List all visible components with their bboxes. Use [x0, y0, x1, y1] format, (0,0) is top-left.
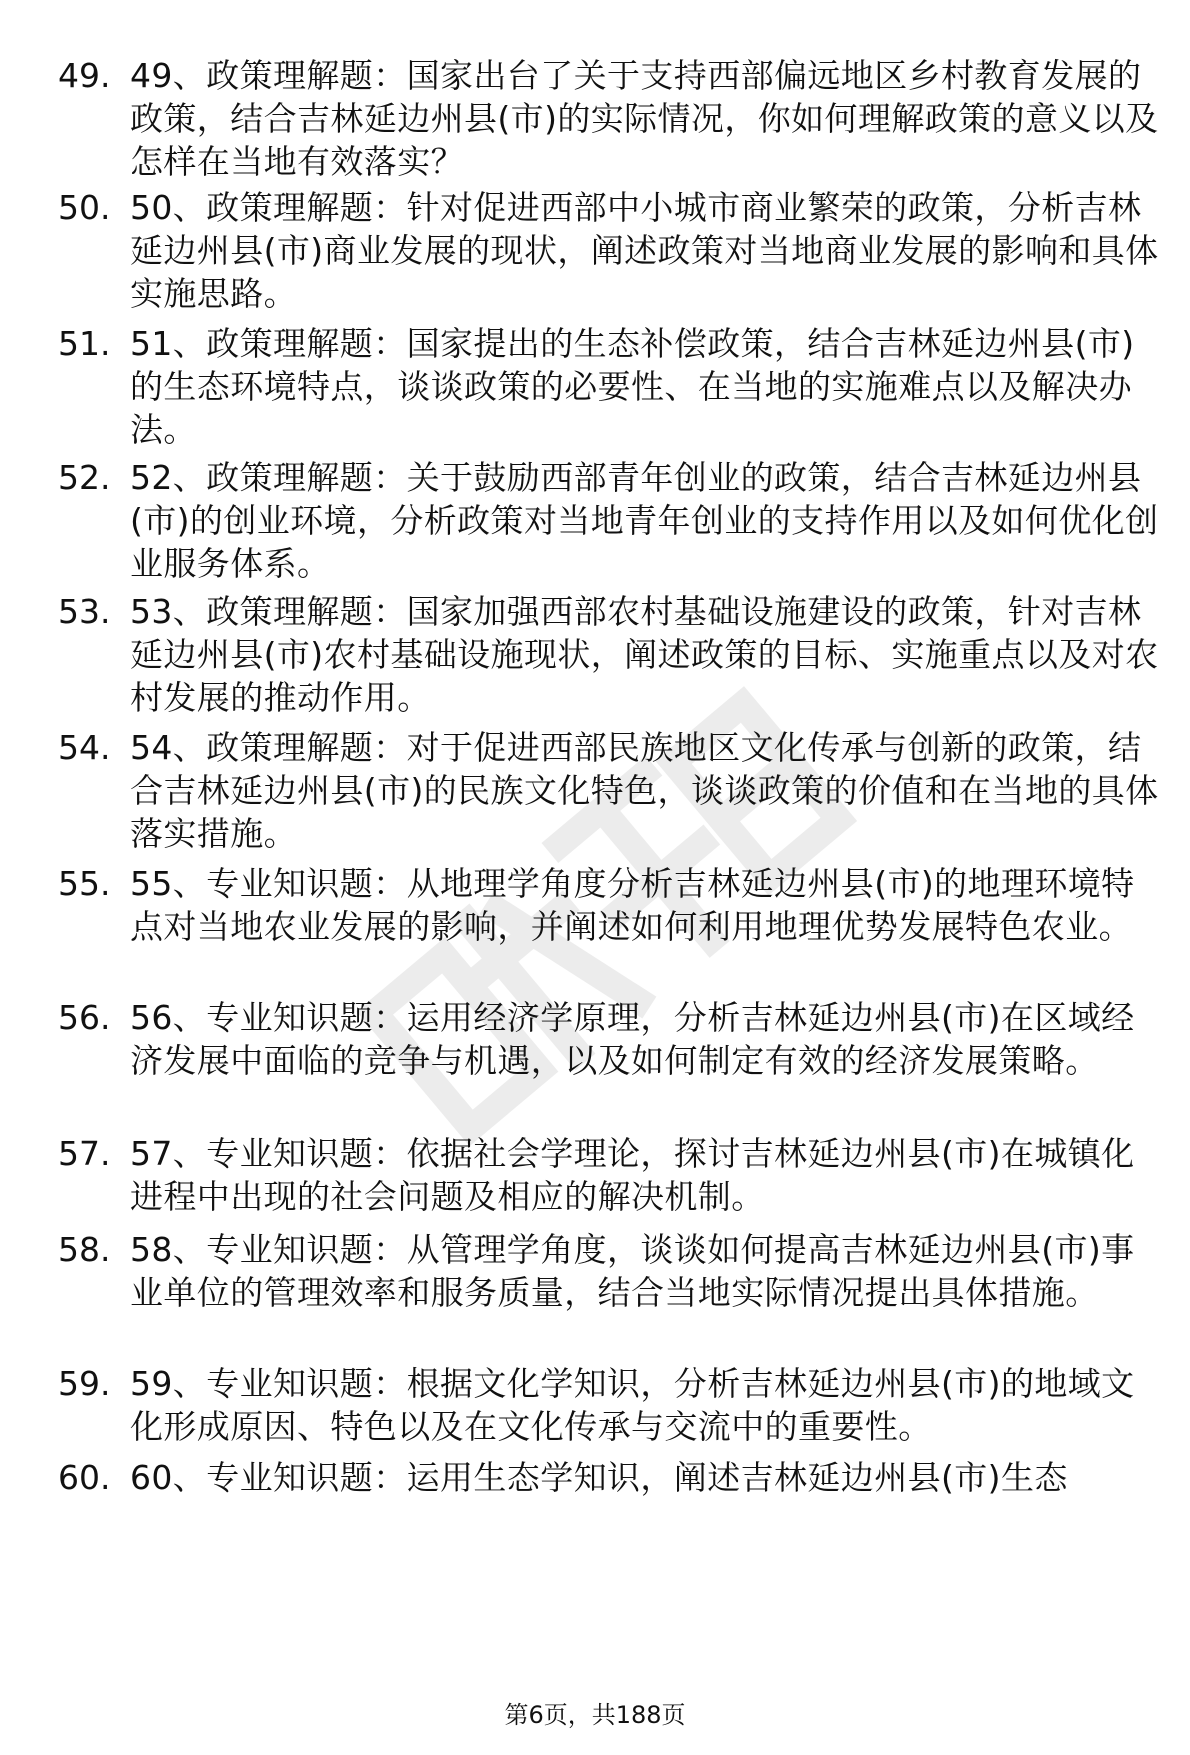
question-number: 51.: [58, 324, 111, 363]
question-number: 59.: [58, 1364, 111, 1403]
question-text: 57、专业知识题：依据社会学理论，探讨吉林延边州县(市)在城镇化进程中出现的社会问题及相应的解决机制。: [130, 1134, 1135, 1216]
question-number: 55.: [58, 864, 111, 903]
question-text: 58、专业知识题：从管理学角度，谈谈如何提高吉林延边州县(市)事业单位的管理效率和服务质量，结合当地实际情况提出具体措施。: [130, 1230, 1135, 1312]
question-number: 52.: [58, 458, 111, 497]
question-text: 50、政策理解题：针对促进西部中小城市商业繁荣的政策，分析吉林延边州县(市)商业发展的现状，阐述政策对当地商业发展的影响和具体实施思路。: [130, 188, 1159, 313]
question-text: 51、政策理解题：国家提出的生态补偿政策，结合吉林延边州县(市)的生态环境特点，谈谈政策的必要性、在当地的实施难点以及解决办法。: [130, 324, 1135, 449]
question-number: 57.: [58, 1134, 111, 1173]
question-number: 54.: [58, 728, 111, 767]
question-number: 49.: [58, 56, 111, 95]
question-number: 56.: [58, 998, 111, 1037]
page-footer: 第6页，共188页: [504, 1701, 686, 1729]
question-number: 53.: [58, 592, 111, 631]
question-number: 50.: [58, 188, 111, 227]
question-text: 59、专业知识题：根据文化学知识，分析吉林延边州县(市)的地域文化形成原因、特色以及在文化传承与交流中的重要性。: [130, 1364, 1135, 1446]
question-text: 55、专业知识题：从地理学角度分析吉林延边州县(市)的地理环境特点对当地农业发展的影响，并阐述如何利用地理优势发展特色农业。: [130, 864, 1135, 946]
question-text: 49、政策理解题：国家出台了关于支持西部偏远地区乡村教育发展的政策，结合吉林延边州县(市)的实际情况，你如何理解政策的意义以及怎样在当地有效落实？: [130, 56, 1159, 181]
question-number: 60.: [58, 1458, 111, 1497]
question-text: 53、政策理解题：国家加强西部农村基础设施建设的政策，针对吉林延边州县(市)农村基础设施现状，阐述政策的目标、实施重点以及对农村发展的推动作用。: [130, 592, 1159, 717]
question-number: 58.: [58, 1230, 111, 1269]
question-text: 60、专业知识题：运用生态学知识，阐述吉林延边州县(市)生态: [130, 1458, 1068, 1497]
question-text: 52、政策理解题：关于鼓励西部青年创业的政策，结合吉林延边州县(市)的创业环境，分析政策对当地青年创业的支持作用以及如何优化创业服务体系。: [130, 458, 1159, 583]
question-text: 54、政策理解题：对于促进西部民族地区文化传承与创新的政策，结合吉林延边州县(市)的民族文化特色，谈谈政策的价值和在当地的具体落实措施。: [130, 728, 1159, 853]
question-text: 56、专业知识题：运用经济学原理，分析吉林延边州县(市)在区域经济发展中面临的竞争与机遇，以及如何制定有效的经济发展策略。: [130, 998, 1135, 1080]
